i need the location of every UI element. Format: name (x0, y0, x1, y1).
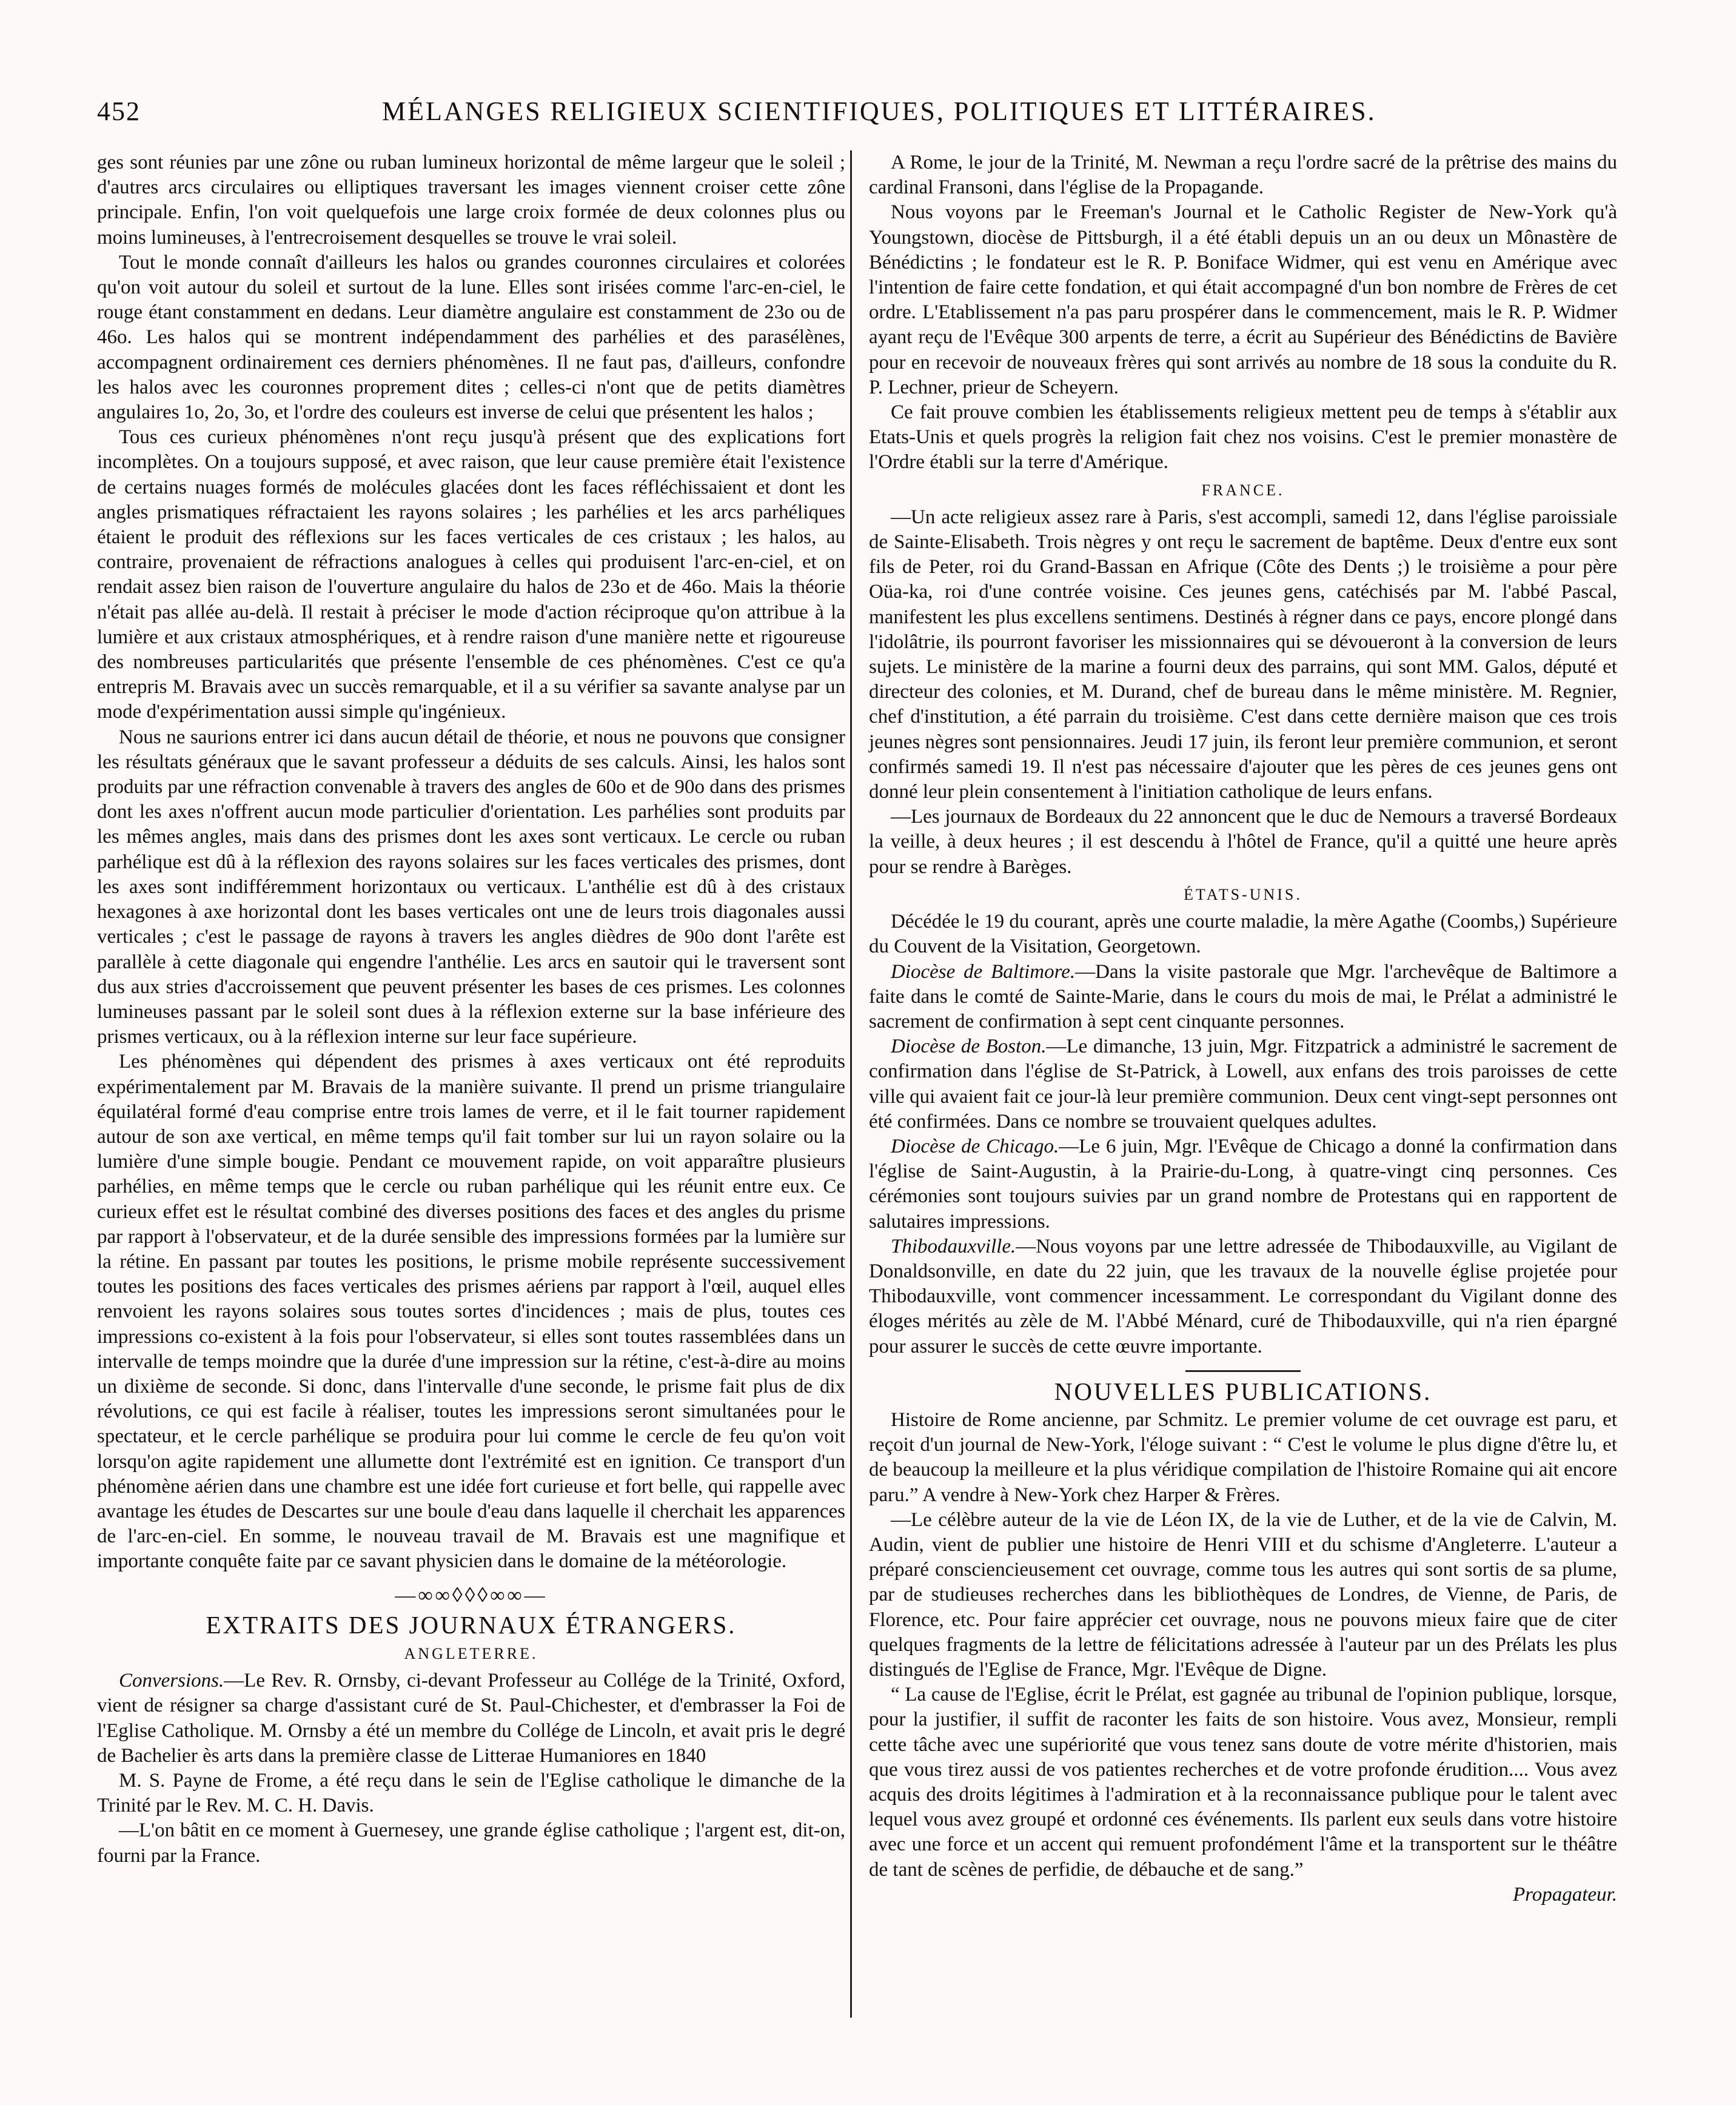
paragraph: Nous ne saurions entrer ici dans aucun détail de théorie, et nous ne pouvons que consigner les résultats généraux que le savant professeur a déduits de ses calculs. Ainsi, les halos sont produits par une réfraction convenable à travers des angles de 60o et de 90o dans des prismes dont les axes n'offrent aucun mode particulier d'orientation. Les parhélies sont produits par les mêmes angles, mais dans des prismes dont les axes sont verticaux. Le cercle ou ruban parhélique est dû à la réflexion des rayons solaires sur les faces verticales des prismes, dont les axes sont indifféremment horizontaux ou verticaux. L'anthélie est dû à des cristaux hexagones à axe horizontal dont les bases verticales ont une de leurs trois diagonales aussi verticales ; c'est le passage de rayons à travers les angles dièdres de 90o dont l'arête est parallèle à cette diagonale qui engendre l'anthélie. Les arcs en sautoir qui le traversent sont dus aux stries d'accroissement que peuvent présenter les bases de ces prismes. Les colonnes lumineuses passant par le soleil sont dues à la réflexion externe sur la base inférieure des prismes verticaux, ou à la réflexion interne sur leur face supérieure. (97, 726, 845, 1048)
lead-in: Diocèse de Chicago. (891, 1135, 1059, 1157)
source-signature (869, 1882, 1617, 1907)
paragraph: Histoire de Rome ancienne, par Schmitz. Le premier volume de cet ouvrage est paru, et reçoit d'un journal de New-York, l'éloge suivant : “ C'est le volume le plus digne d'être lu, et de beaucoup la meilleure et la plus véridique compilation de l'histoire Romaine qui ait encore paru.” A vendre à New-York chez Harper & Frères. (869, 1408, 1617, 1506)
section-title-extraits: EXTRAITS DES JOURNAUX ÉTRANGERS. (206, 1610, 737, 1639)
paragraph-text: —Le 6 juin, Mgr. l'Evêque de Chicago a donné la confirmation dans l'église de Saint-Augustin, à la Prairie-du-Long, à quatre-vingt cinq personnes. Ces cérémonies sont toujours suivies par un grand nombre de Protestans qui en rapportent de salutaires impressions. (869, 1135, 1617, 1233)
column-divider (850, 150, 852, 2018)
subsection-etats-unis: ÉTATS-UNIS. (1184, 885, 1302, 903)
paragraph: —Les journaux de Bordeaux du 22 annoncent que le duc de Nemours a traversé Bordeaux la veille, à deux heures ; il est descendu à l'hôtel de France, qu'il a quitté une heure après pour se rendre à Barèges. (869, 806, 1617, 878)
subsection-france: FRANCE. (1201, 481, 1285, 499)
paragraph: Tout le monde connaît d'ailleurs les halos ou grandes couronnes circulaires et colorées qu'on voit autour du soleil et surtout de la lune. Elles sont irisées comme l'arc-en-ciel, le rouge étant constamment en dedans. Leur diamètre angulaire est constamment de 23o ou de 46o. Les halos qui se montrent indépendamment des parhélies et des parasélènes, accompagnent ordinairement ces derniers phénomènes. Il ne faut pas, d'ailleurs, confondre les halos avec les couronnes proprement dites ; celles-ci n'ont que de petits diamètres angulaires 1o, 2o, 3o, et l'ordre des couleurs est inverse de celui que présentent les halos ; (97, 251, 845, 424)
paragraph (869, 1034, 1617, 1134)
paragraph: ges sont réunies par une zône ou ruban lumineux horizontal de même largeur que le soleil ; d'autres arcs circulaires ou elliptiques traversant les images viennent croiser cette zône principale. Enfin, l'on voit quelquefois une large croix formée de deux colonnes plus ou moins lumineuses, à l'entrecroisement desquelles se trouve le vrai soleil. (97, 152, 845, 249)
running-title: MÉLANGES RELIGIEUX SCIENTIFIQUES, POLITIQUES ET LITTÉRAIRES. (382, 96, 1376, 126)
paragraph (869, 1234, 1617, 1359)
paragraph: —L'on bâtit en ce moment à Guernesey, une grande église catholique ; l'argent est, dit-on, fourni par la France. (97, 1819, 845, 1867)
paragraph: Tous ces curieux phénomènes n'ont reçu jusqu'à présent que des explications fort incomplètes. On a toujours supposé, et avec raison, que leur cause première était l'existence de certains nuages formés de molécules glacées dont les faces réfléchissaient et dont les angles prismatiques réfractaient les rayons solaires ; les parhélies et les arcs parhéliques étaient le produit des réflexions sur les faces verticales de ces cristaux ; les halos, au contraire, provenaient de réfractions analogues à celles qui produisent l'arc-en-ciel, et on rendait assez bien raison de l'ouverture angulaire du halos de 23o et de 46o. Mais la théorie n'était pas allée au-delà. Il restait à préciser le mode d'action réciproque qu'on attribue à la lumière et aux cristaux atmosphériques, et à rendre raison d'une manière nette et rigoureuse des nombreuses particularités que présente l'ensemble de ces phénomènes. C'est ce qu'a entrepris M. Bravais avec un succès remarquable, et il a su vérifier sa savante analyse par un mode d'expérimentation aussi simple qu'ingénieux. (97, 426, 845, 723)
subsection-angleterre: ANGLETERRE. (404, 1644, 538, 1662)
paragraph-text: —Le dimanche, 13 juin, Mgr. Fitzpatrick a administré le sacrement de confirmation dans l'église de St-Patrick, à Lowell, aux enfans des trois paroisses de cette ville qui avaient fait ce jour-là leur première communion. Deux cent vingt-sept personnes ont été confirmées. Dans ce nombre se trouvaient quelques adultes. (869, 1036, 1617, 1133)
lead-in: Thibodauxville. (891, 1235, 1016, 1257)
right-column (869, 150, 1617, 1907)
paragraph: —Un acte religieux assez rare à Paris, s'est accompli, samedi 12, dans l'église paroissiale de Sainte-Elisabeth. Trois nègres y ont reçu le sacrement de baptême. Deux d'entre eux sont fils de Peter, roi du Grand-Bassan en Afrique (Côte des Dents ;) le troisième a pour père Oüa-ka, roi d'une contrée voisine. Ces jeunes gens, catéchisés par M. l'abbé Pascal, manifestent les plus excellens sentimens. Destinés à régner dans ce pays, encore plongé dans l'idolâtrie, ils pourront favoriser les missionnaires qui se dévoueront à la conversion de leurs sujets. Le ministère de la marine a fourni deux des parrains, qui sont MM. Galos, député et directeur des colonies, et M. Durand, chef de bureau dans le même ministère. M. Regnier, chef d'institution, a été parrain du troisième. C'est dans cette dernière maison que ces trois jeunes nègres sont pensionnaires. Jeudi 17 juin, ils feront leur première communion, et seront confirmés samedi 19. Il n'est pas nécessaire d'ajouter que les pères de ces jeunes gens ont donné leur plein consentement à l'initiation catholique de leurs enfans. (869, 506, 1617, 803)
paragraph: Décédée le 19 du courant, après une courte maladie, la mère Agathe (Coombs,) Supérieure du Couvent de la Visitation, Georgetown. (869, 911, 1617, 958)
signature-text: Propagateur. (1512, 1883, 1617, 1906)
paragraph-text: —Dans la visite pastorale que Mgr. l'archevêque de Baltimore a faite dans le comté de Sainte-Marie, dans le cours du mois de mai, le Prélat a administré le sacrement de confirmation à sept cent cinquante personnes. (869, 960, 1617, 1032)
section-rule (1185, 1370, 1301, 1372)
paragraph: Les phénomènes qui dépendent des prismes à axes verticaux ont été reproduits expérimentalement par M. Bravais de la manière suivante. Il prend un prisme triangulaire équilatéral formé d'eau comprise entre trois lames de verre, et il le fait tourner rapidement autour de son axe vertical, en même temps qu'il fait tomber sur lui un rayon solaire ou la lumière d'une simple bougie. Pendant ce mouvement rapide, on voit apparaître plusieurs parhélies, en même temps que le cercle ou ruban parhélique qui les réunit entre eux. Ce curieux effet est le résultat combiné des diverses positions des faces et des angles du prisme par rapport à l'observateur, et de la durée sensible des impressions formées par la lumière sur la rétine. En passant par toutes les positions, le prisme mobile représente successivement toutes les positions des faces verticales des prismes aériens par rapport à l'œil, auquel elles renvoient les rayons solaires sous toutes sortes d'incidences ; mais de plus, toutes ces impressions co-existent à la fois pour l'observateur, si elles sont toutes rassemblées dans un intervalle de temps moindre que la durée d'une impression sur la rétine, c'est-à-dire au moins un dixième de seconde. Si donc, dans l'intervalle d'une seconde, le prisme fait plus de dix révolutions, ce qui est facile à réaliser, toutes les impressions seront simultanées pour le spectateur, et le cercle parhélique se produira pour lui comme le cercle de feu qu'on voit lorsqu'on agite rapidement une allumette dont l'extrémité est en ignition. Ce transport d'un phénomène aérien dans une chambre est une idée fort curieuse et fort belle, qui rappelle avec avantage les études de Descartes sur une boule d'eau dans laquelle il cherchait les apparences de l'arc-en-ciel. En somme, le nouveau travail de M. Bravais est une magnifique et importante conquête faite par ce savant physicien dans le domaine de la météorologie. (97, 1051, 845, 1573)
lead-in: Diocèse de Baltimore. (891, 960, 1076, 983)
paragraph: Nous voyons par le Freeman's Journal et le Catholic Register de New-York qu'à Youngstown, diocèse de Pittsburgh, il a été établi depuis un an ou deux un Mônastère de Bénédictins ; le fondateur est le R. P. Boniface Widmer, qui est venu en Amérique avec l'intention de faire cette fondation, et qui était accompagné d'un bon nombre de Frères de cet ordre. L'Etablissement n'a pas paru prospérer dans le commencement, mais le R. P. Widmer ayant reçu de l'Evêque 300 arpents de terre, a écrit au Supérieur des Bénédictins de Bavière pour en recevoir de nouveaux frères qui sont arrivés au nombre de 18 sous la conduite du R. P. Lechner, prieur de Scheyern. (869, 201, 1617, 398)
paragraph-text: —Nous voyons par une lettre adressée de Thibodauxville, au Vigilant de Donaldsonville, en date du 22 juin, que les travaux de la nouvelle église projetée pour Thibodauxville, vont commencer incessamment. Le correspondant du Vigilant donne des éloges mérités au zèle de M. l'Abbé Ménard, curé de Thibodauxville, qui n'a rien épargné pour assurer le succès de cette œuvre importante. (869, 1235, 1617, 1357)
paragraph (869, 1134, 1617, 1234)
paragraph-text: —Le Rev. R. Ornsby, ci-devant Professeur au Collége de la Trinité, Oxford, vient de résigner sa charge d'assistant curé de St. Paul-Chichester, et d'embrasser la Foi de l'Eglise Catholique. M. Ornsby a été un membre du Collége de Lincoln, et avait pris le degré de Bachelier ès arts dans la première classe de Litterae Humaniores en 1840 (97, 1670, 845, 1767)
paragraph: A Rome, le jour de la Trinité, M. Newman a reçu l'ordre sacré de la prêtrise des mains du cardinal Fransoni, dans l'église de la Propagande. (869, 152, 1617, 199)
page-header (97, 91, 1649, 139)
paragraph: “ La cause de l'Eglise, écrit le Prélat, est gagnée au tribunal de l'opinion publique, lorsque, pour la justifier, il suffit de raconter les faits de son histoire. Vous avez, Monsieur, rempli cette tâche avec une supériorité que vous tenez sans doute de votre mérite d'historien, mais que vous tirez aussi de vos patientes recherches et de votre profonde érudition.... Vous avez acquis des droits légitimes à l'admiration et à la reconnaissance publique pour le talent avec lequel vous avez groupé et ordonné ces événements. Ils parlent eux seuls dans votre histoire avec une force et un accent qui remuent profondément l'âme et la transportent sur le théâtre de tant de scènes de perfidie, de débauche et de sang.” (869, 1684, 1617, 1881)
page-number: 452 (97, 96, 141, 126)
paragraph (869, 960, 1617, 1035)
lead-in: Conversions. (119, 1670, 224, 1692)
paragraph: —Le célèbre auteur de la vie de Léon IX, de la vie de Luther, et de la vie de Calvin, M. Audin, vient de publier une histoire de Henri VIII et du schisme d'Angleterre. L'auteur a préparé consciencieusement cet ouvrage, comme tous les autres qui sont sortis de sa plume, par de studieuses recherches dans les bibliothèques de Londres, de Vienne, de Paris, de Florence, etc. Pour faire apprécier cet ouvrage, nous ne pouvons mieux faire que de citer quelques fragments de la lettre de félicitations adressée à l'auteur par un des Prélats les plus distingués de l'Eglise de France, Mgr. l'Evêque de Digne. (869, 1508, 1617, 1681)
paragraph (97, 1668, 845, 1769)
ornament-divider: —∞∞◊◊◊∞∞— (395, 1584, 548, 1607)
paragraph: M. S. Payne de Frome, a été reçu dans le sein de l'Eglise catholique le dimanche de la Trinité par le Rev. M. C. H. Davis. (97, 1770, 845, 1817)
section-title-publications: NOUVELLES PUBLICATIONS. (1054, 1377, 1432, 1405)
left-column (97, 150, 845, 1869)
lead-in: Diocèse de Boston. (891, 1036, 1047, 1058)
paragraph: Ce fait prouve combien les établissements religieux mettent peu de temps à s'établir aux Etats-Unis et quels progrès la religion fait chez nos voisins. C'est le premier monastère de l'Ordre établi sur la terre d'Amérique. (869, 401, 1617, 474)
